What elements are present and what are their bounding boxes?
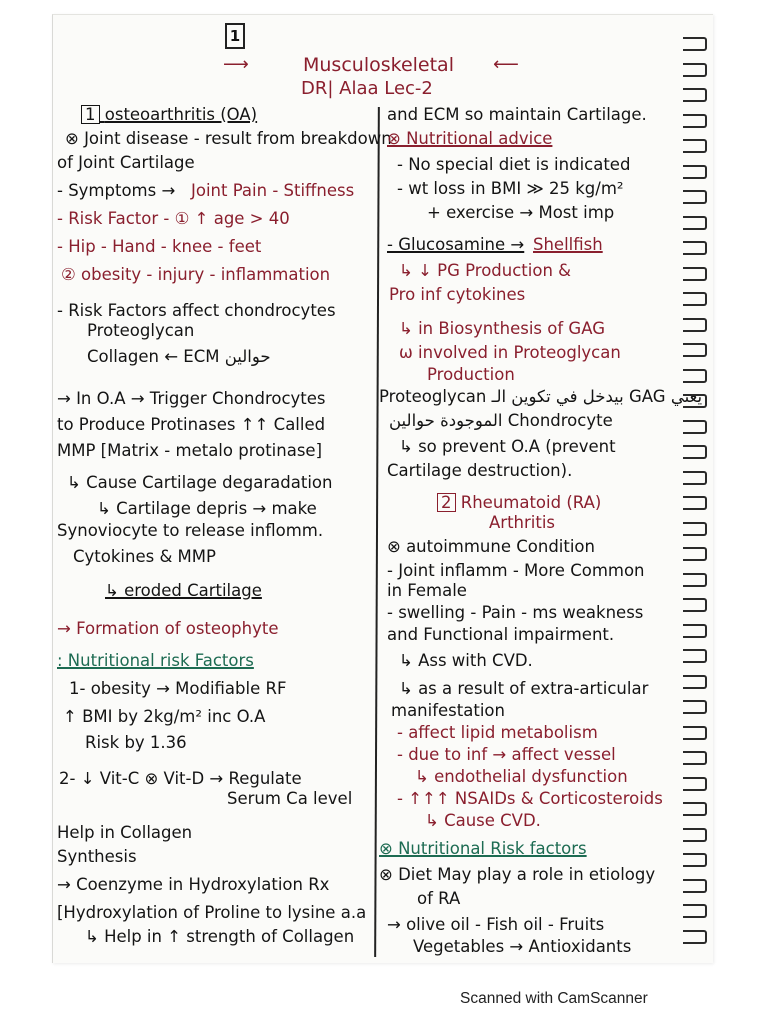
right-note-line	[399, 679, 648, 699]
note-text: - Symptoms →	[57, 181, 176, 200]
right-note-line	[533, 235, 603, 255]
right-note-line	[425, 811, 541, 831]
spiral-binding	[679, 37, 707, 957]
right-note-line	[437, 493, 601, 513]
note-text: ↳ eroded Cartilage	[105, 581, 262, 600]
left-note-line	[57, 181, 175, 201]
page-number: 1	[225, 23, 245, 49]
note-text: → In O.A → Trigger Chondrocytes	[57, 389, 326, 408]
note-text: ⊗ Joint disease - result from breakdown	[65, 129, 392, 148]
right-note-line	[387, 603, 643, 623]
note-text: and ECM so maintain Cartilage.	[387, 105, 647, 124]
binding-ring	[683, 88, 707, 102]
right-note-line	[389, 411, 613, 431]
note-text: ↳ Ass with CVD.	[399, 651, 533, 670]
left-note-line	[59, 769, 302, 789]
binding-ring	[683, 930, 707, 944]
note-text: MMP [Matrix - metalo protinase]	[57, 441, 323, 460]
right-note-line	[397, 745, 616, 765]
note-text: osteoarthritis (OA)	[104, 105, 258, 124]
left-note-line	[65, 129, 392, 149]
left-note-line	[57, 651, 254, 671]
binding-ring	[683, 241, 707, 255]
right-note-line	[415, 767, 628, 787]
binding-ring	[683, 675, 707, 689]
binding-ring	[683, 726, 707, 740]
left-note-line	[57, 153, 195, 173]
note-text: ↳ so prevent O.A (prevent	[399, 437, 616, 456]
scanner-footer: Scanned with CamScanner	[460, 990, 648, 1007]
note-text: - Hip - Hand - knee - feet	[57, 237, 262, 256]
binding-ring	[683, 522, 707, 536]
note-text: ⊗ Nutritional Risk factors	[379, 839, 587, 858]
binding-ring	[683, 267, 707, 281]
page-subtitle: DR| Alaa Lec-2	[301, 78, 433, 99]
binding-ring	[683, 37, 707, 51]
note-text: in Female	[387, 581, 467, 600]
binding-ring	[683, 63, 707, 77]
note-text: Risk by 1.36	[85, 733, 187, 752]
note-text: Proteoglycan بيدخل في تكوين الـ GAG يعني	[379, 387, 703, 406]
note-text: ⊗ autoimmune Condition	[387, 537, 595, 556]
right-note-line	[387, 235, 524, 255]
binding-ring	[683, 190, 707, 204]
right-note-line	[387, 915, 604, 935]
note-text: ↑ BMI by 2kg/m² inc O.A	[63, 707, 266, 726]
note-text: - Joint inflamm - More Common	[387, 561, 645, 580]
binding-ring	[683, 496, 707, 510]
binding-ring	[683, 139, 707, 153]
binding-ring	[683, 114, 707, 128]
left-note-line	[87, 347, 271, 367]
note-text: ② obesity - injury - inflammation	[61, 265, 331, 284]
note-text: ⊗ Nutritional advice	[387, 129, 553, 148]
note-text: - swelling - Pain - ms weakness	[387, 603, 644, 622]
binding-ring	[683, 802, 707, 816]
right-note-line	[379, 839, 587, 859]
left-note-line	[57, 415, 325, 435]
binding-ring	[683, 700, 707, 714]
right-note-line	[387, 625, 614, 645]
binding-ring	[683, 420, 707, 434]
right-note-line	[399, 319, 605, 339]
binding-ring	[683, 394, 707, 408]
note-text: Vegetables → Antioxidants	[413, 937, 632, 956]
note-text: ↳ Cause Cartilage degaradation	[67, 473, 333, 492]
note-text: 1- obesity → Modifiable RF	[69, 679, 287, 698]
right-note-line	[399, 651, 533, 671]
binding-ring	[683, 343, 707, 357]
page-title: Musculoskeletal	[303, 54, 454, 76]
left-note-line	[85, 733, 187, 753]
note-text: → olive oil - Fish oil - Fruits	[387, 915, 605, 934]
left-note-line	[57, 823, 192, 843]
binding-ring	[683, 879, 707, 893]
note-text: Serum Ca level	[227, 789, 353, 808]
binding-ring	[683, 165, 707, 179]
left-note-line	[57, 389, 326, 409]
binding-ring	[683, 828, 707, 842]
note-text: ↳ endothelial dysfunction	[415, 767, 628, 786]
right-note-line	[413, 937, 631, 957]
binding-ring	[683, 292, 707, 306]
note-text: Joint Pain - Stiffness	[191, 181, 355, 200]
note-text: : Nutritional risk Factors	[57, 651, 254, 670]
binding-ring	[683, 853, 707, 867]
note-text: - ↑↑↑ NSAIDs & Corticosteroids	[397, 789, 663, 808]
right-note-line	[397, 179, 624, 199]
binding-ring	[683, 369, 707, 383]
note-text: ω involved in Proteoglycan	[399, 343, 621, 362]
note-text: of Joint Cartilage	[57, 153, 195, 172]
left-note-line	[57, 847, 137, 867]
left-note-line	[69, 679, 286, 699]
right-note-line	[427, 203, 614, 223]
note-text: - Risk Factor - ① ↑ age > 40	[57, 209, 290, 228]
right-note-line	[387, 537, 595, 557]
right-note-line	[391, 701, 505, 721]
column-divider	[374, 107, 380, 957]
note-text: Shellfish	[533, 235, 603, 254]
binding-ring	[683, 471, 707, 485]
note-text: Synoviocyte to release inflomm.	[57, 521, 324, 540]
note-text: ↳ Help in ↑ strength of Collagen	[85, 927, 355, 946]
note-text: → Coenzyme in Hydroxylation Rx	[57, 875, 330, 894]
right-note-line	[397, 155, 630, 175]
right-note-line	[399, 343, 621, 363]
left-note-line	[73, 547, 216, 567]
note-text: - No special diet is indicated	[397, 155, 631, 174]
binding-ring	[683, 547, 707, 561]
left-note-line	[57, 875, 329, 895]
note-text: ↳ Cause CVD.	[425, 811, 541, 830]
note-text: الموجودة حوالين Chondrocyte	[389, 411, 613, 430]
right-note-line	[427, 365, 515, 385]
left-note-line	[57, 209, 290, 229]
note-text: Arthritis	[489, 513, 556, 532]
left-note-line	[85, 927, 354, 947]
right-note-line	[399, 437, 616, 457]
right-note-line	[387, 581, 467, 601]
right-note-line	[397, 723, 598, 743]
note-text: Production	[427, 365, 515, 384]
right-note-line	[379, 865, 655, 885]
binding-ring	[683, 777, 707, 791]
note-text: + exercise → Most imp	[427, 203, 615, 222]
right-note-line	[387, 561, 645, 581]
note-text: - due to inf → affect vessel	[397, 745, 616, 764]
right-note-line	[417, 889, 460, 909]
right-note-line	[489, 513, 555, 533]
binding-ring	[683, 649, 707, 663]
right-note-line	[399, 261, 571, 281]
right-note-line	[397, 789, 663, 809]
binding-ring	[683, 904, 707, 918]
note-text: - wt loss in BMI ≫ 25 kg/m²	[397, 179, 624, 198]
right-note-line	[387, 129, 552, 149]
left-note-line	[63, 707, 265, 727]
left-note-line	[105, 581, 262, 601]
left-note-line	[227, 789, 352, 809]
note-text: - Risk Factors affect chondrocytes	[57, 301, 336, 320]
binding-ring	[683, 216, 707, 230]
note-text: manifestation	[391, 701, 505, 720]
note-text: Collagen ← ECM حوالين	[87, 347, 271, 366]
note-text: to Produce Protinases ↑↑ Called	[57, 415, 326, 434]
note-text: ⊗ Diet May play a role in etiology	[379, 865, 656, 884]
note-text: ↳ in Biosynthesis of GAG	[399, 319, 605, 338]
left-note-line	[57, 619, 278, 639]
note-text: [Hydroxylation of Proline to lysine a.a	[57, 903, 367, 922]
note-text: ↳ as a result of extra-articular	[399, 679, 649, 698]
notebook-page	[52, 14, 713, 963]
left-note-line	[87, 321, 194, 341]
note-text: - affect lipid metabolism	[397, 723, 598, 742]
note-text: Rheumatoid (RA)	[460, 493, 602, 512]
binding-ring	[683, 318, 707, 332]
right-note-line	[387, 461, 572, 481]
binding-ring	[683, 751, 707, 765]
note-text: Synthesis	[57, 847, 137, 866]
header-arrow-left: ⟶	[223, 54, 249, 75]
left-note-line	[81, 105, 257, 125]
left-note-line	[57, 441, 322, 461]
binding-ring	[683, 624, 707, 638]
left-note-line	[57, 237, 261, 257]
left-note-line	[57, 903, 366, 923]
right-note-line	[387, 105, 647, 125]
note-text: Cartilage destruction).	[387, 461, 573, 480]
note-text: Proteoglycan	[87, 321, 195, 340]
note-text: ↳ ↓ PG Production &	[399, 261, 572, 280]
note-text: Help in Collagen	[57, 823, 193, 842]
right-note-line	[389, 285, 525, 305]
left-note-line	[57, 301, 336, 321]
note-text: and Functional impairment.	[387, 625, 615, 644]
section-number-box: 1	[81, 105, 100, 124]
note-text: of RA	[417, 889, 461, 908]
left-note-line	[97, 499, 317, 519]
left-note-line	[57, 521, 323, 541]
note-text: → Formation of osteophyte	[57, 619, 279, 638]
note-text: 2- ↓ Vit-C ⊗ Vit-D → Regulate	[59, 769, 302, 788]
left-note-line	[191, 181, 354, 201]
binding-ring	[683, 445, 707, 459]
note-text: - Glucosamine →	[387, 235, 525, 254]
binding-ring	[683, 598, 707, 612]
binding-ring	[683, 573, 707, 587]
header-arrow-right: ⟵	[493, 54, 519, 75]
left-note-line	[67, 473, 332, 493]
section-number-box: 2	[437, 493, 456, 512]
left-note-line	[61, 265, 330, 285]
note-text: ↳ Cartilage depris → make	[97, 499, 317, 518]
note-text: Pro inf cytokines	[389, 285, 526, 304]
note-text: Cytokines & MMP	[73, 547, 216, 566]
right-note-line	[379, 387, 702, 407]
